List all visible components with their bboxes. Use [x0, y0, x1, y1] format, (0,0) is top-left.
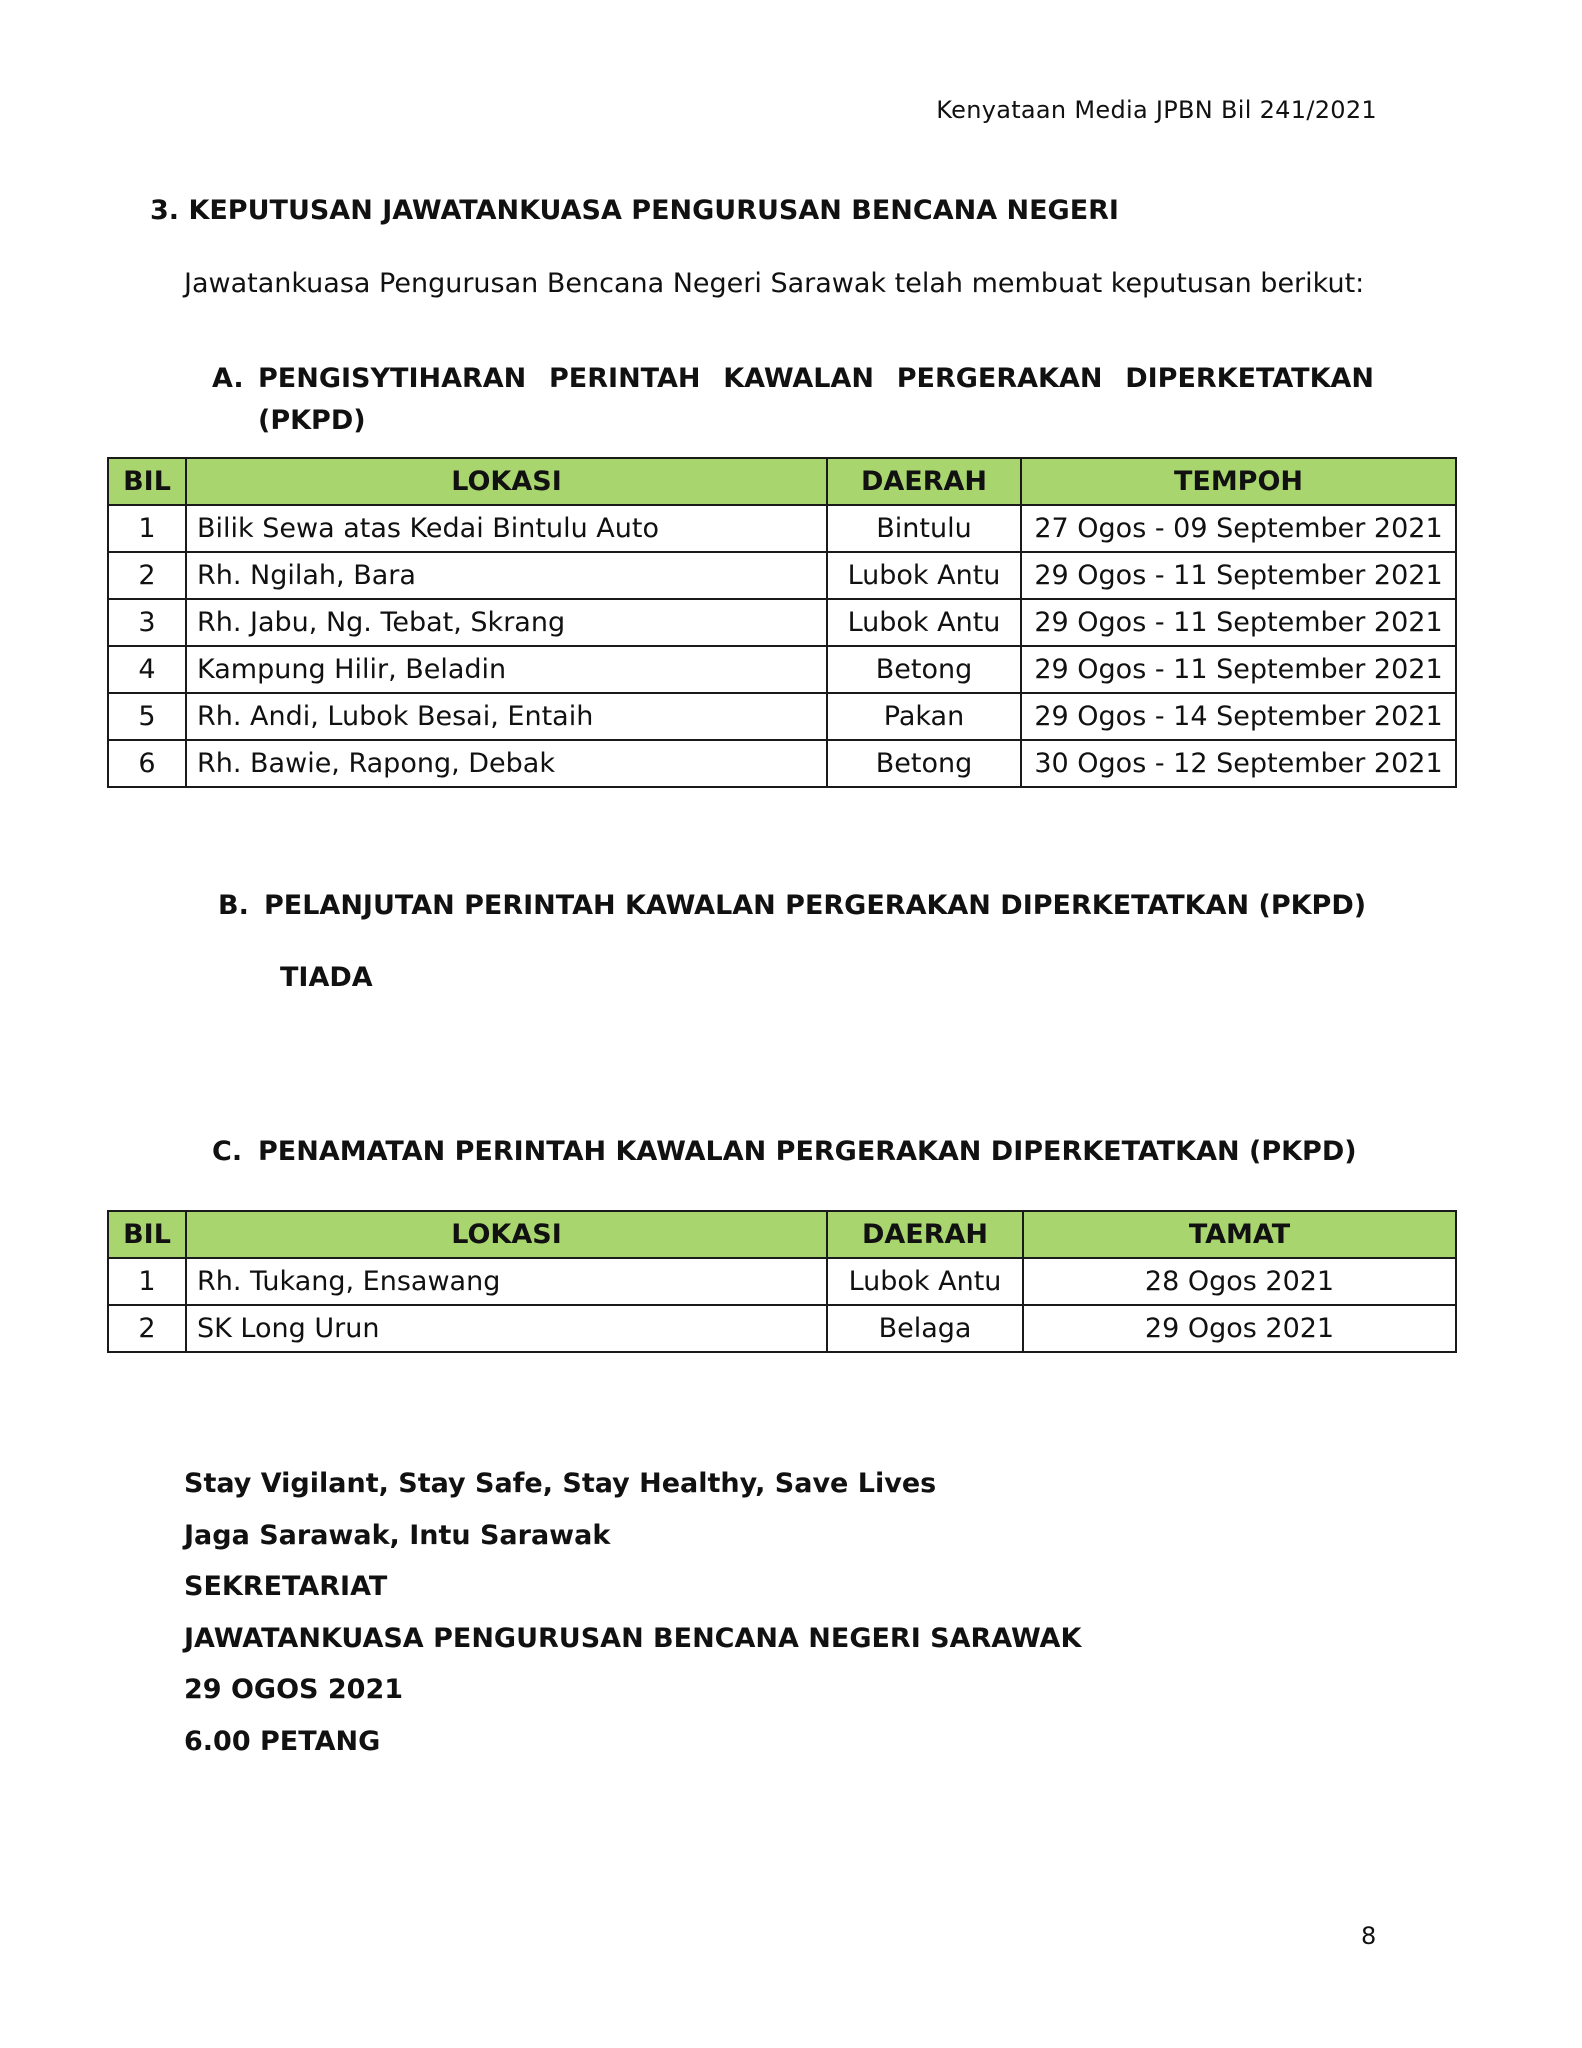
cell-tempoh: 29 Ogos - 14 September 2021 [1021, 693, 1456, 740]
part-c-heading [212, 1136, 1357, 1167]
cell-tempoh: 30 Ogos - 12 September 2021 [1021, 740, 1456, 787]
section-heading: 3. KEPUTUSAN JAWATANKUASA PENGURUSAN BENCANA NEGERI [150, 195, 1119, 226]
col-header-bil: BIL [108, 1211, 186, 1258]
part-c-letter: C. [212, 1136, 243, 1167]
part-a-heading [212, 358, 1374, 442]
part-b-letter: B. [218, 890, 249, 921]
cell-lokasi: Rh. Tukang, Ensawang [186, 1258, 827, 1305]
table-row [108, 552, 1456, 599]
cell-daerah: Lubok Antu [827, 599, 1021, 646]
table-row [108, 646, 1456, 693]
cell-tempoh: 29 Ogos - 11 September 2021 [1021, 646, 1456, 693]
cell-bil: 6 [108, 740, 186, 787]
table-row [108, 1258, 1456, 1305]
part-b-status: TIADA [280, 962, 373, 993]
cell-bil: 2 [108, 552, 186, 599]
part-b-title: PELANJUTAN PERINTAH KAWALAN PERGERAKAN DIPERKETATKAN (PKPD) [264, 890, 1367, 921]
cell-daerah: Betong [827, 646, 1021, 693]
cell-lokasi: Rh. Andi, Lubok Besai, Entaih [186, 693, 827, 740]
table-header-row [108, 1211, 1456, 1258]
cell-bil: 4 [108, 646, 186, 693]
part-c-title: PENAMATAN PERINTAH KAWALAN PERGERAKAN DIPERKETATKAN (PKPD) [258, 1136, 1357, 1167]
cell-daerah: Betong [827, 740, 1021, 787]
cell-lokasi: Bilik Sewa atas Kedai Bintulu Auto [186, 505, 827, 552]
table-row [108, 505, 1456, 552]
cell-tempoh: 29 Ogos - 11 September 2021 [1021, 552, 1456, 599]
release-time: 6.00 PETANG [184, 1725, 381, 1757]
cell-lokasi: Rh. Bawie, Rapong, Debak [186, 740, 827, 787]
col-header-tamat: TAMAT [1023, 1211, 1456, 1258]
col-header-daerah: DAERAH [827, 1211, 1023, 1258]
cell-lokasi: Rh. Ngilah, Bara [186, 552, 827, 599]
part-a-letter: A. [212, 363, 244, 394]
cell-tamat: 28 Ogos 2021 [1023, 1258, 1456, 1305]
cell-bil: 2 [108, 1305, 186, 1352]
header-reference: Kenyataan Media JPBN Bil 241/2021 [936, 96, 1377, 124]
cell-tamat: 29 Ogos 2021 [1023, 1305, 1456, 1352]
col-header-tempoh: TEMPOH [1021, 458, 1456, 505]
table-row [108, 599, 1456, 646]
cell-tempoh: 27 Ogos - 09 September 2021 [1021, 505, 1456, 552]
cell-bil: 3 [108, 599, 186, 646]
release-date: 29 OGOS 2021 [184, 1674, 404, 1705]
table-row [108, 693, 1456, 740]
cell-lokasi: SK Long Urun [186, 1305, 827, 1352]
pkpd-termination-table [107, 1210, 1457, 1353]
part-a-title-line1: PENGISYTIHARAN PERINTAH KAWALAN PERGERAKAN DIPERKETATKAN [258, 363, 1374, 394]
cell-daerah: Bintulu [827, 505, 1021, 552]
cell-bil: 1 [108, 1258, 186, 1305]
cell-lokasi: Rh. Jabu, Ng. Tebat, Skrang [186, 599, 827, 646]
col-header-lokasi: LOKASI [186, 458, 827, 505]
secretariat-label: SEKRETARIAT [184, 1571, 388, 1602]
part-a-title-line2: (PKPD) [258, 405, 366, 436]
part-b-heading [218, 890, 1366, 921]
table-header-row [108, 458, 1456, 505]
cell-daerah: Belaga [827, 1305, 1023, 1352]
slogan-line-2: Jaga Sarawak, Intu Sarawak [184, 1519, 611, 1551]
committee-name: JAWATANKUASA PENGURUSAN BENCANA NEGERI SARAWAK [184, 1622, 1082, 1654]
cell-daerah: Lubok Antu [827, 1258, 1023, 1305]
pkpd-declaration-table [107, 457, 1457, 788]
cell-lokasi: Kampung Hilir, Beladin [186, 646, 827, 693]
cell-bil: 5 [108, 693, 186, 740]
cell-daerah: Lubok Antu [827, 552, 1021, 599]
cell-bil: 1 [108, 505, 186, 552]
table-row [108, 1305, 1456, 1352]
col-header-lokasi: LOKASI [186, 1211, 827, 1258]
table-row [108, 740, 1456, 787]
slogan-line-1: Stay Vigilant, Stay Safe, Stay Healthy, Save Lives [184, 1468, 937, 1499]
col-header-daerah: DAERAH [827, 458, 1021, 505]
cell-daerah: Pakan [827, 693, 1021, 740]
page-number: 8 [1361, 1922, 1377, 1950]
section-intro: Jawatankuasa Pengurusan Bencana Negeri Sarawak telah membuat keputusan berikut: [184, 268, 1365, 299]
col-header-bil: BIL [108, 458, 186, 505]
cell-tempoh: 29 Ogos - 11 September 2021 [1021, 599, 1456, 646]
signoff-block [184, 1458, 1081, 1767]
